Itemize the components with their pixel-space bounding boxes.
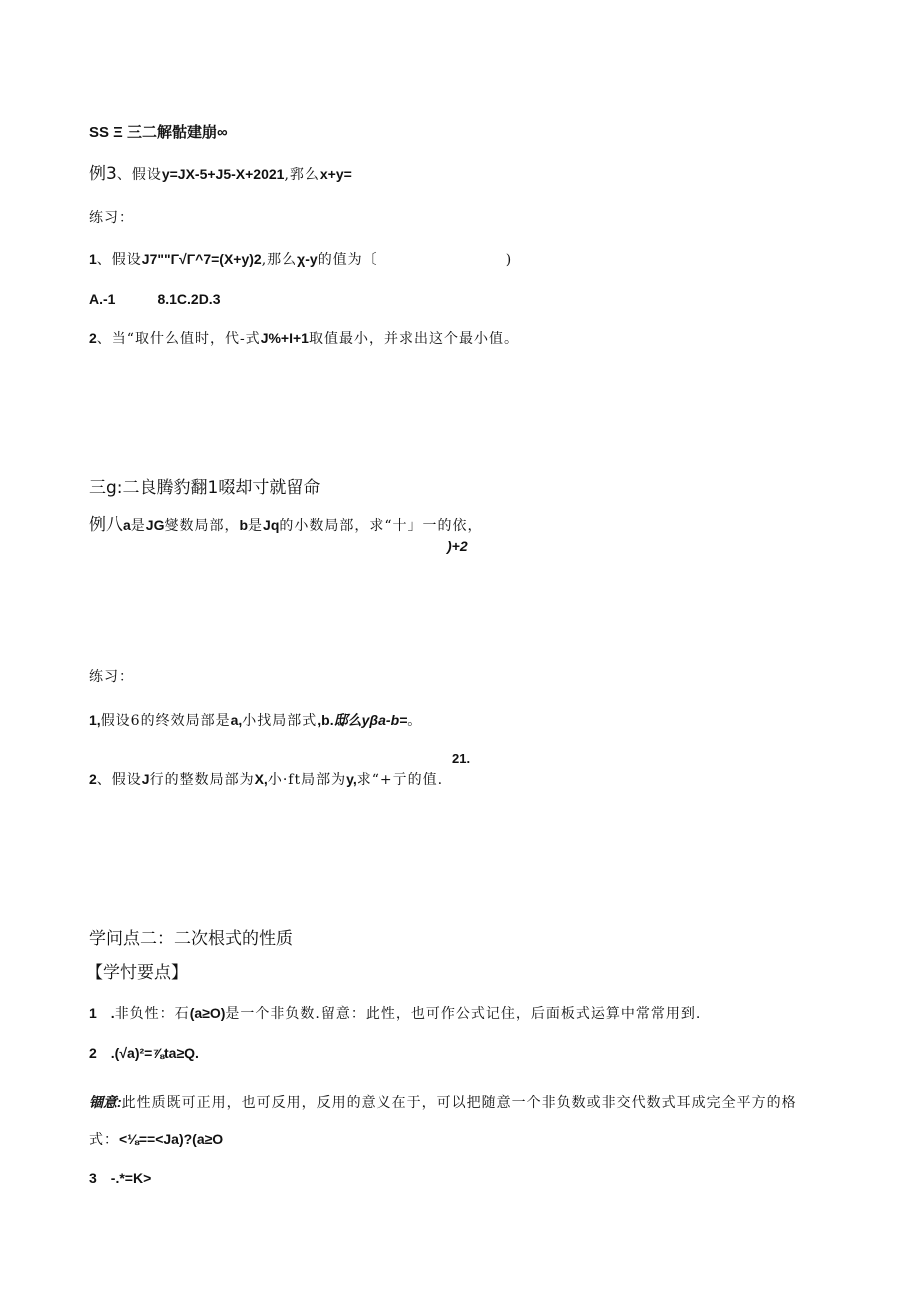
practice-label-2: 练习：: [89, 669, 134, 685]
section-heading-2: 三g:二良腾豹翻1啜却寸就留命: [89, 478, 321, 498]
section-heading-1: SS Ξ 三二解骷建崩∞: [89, 124, 228, 141]
property-1: 1 .非负性：石(a≥O)是一个非负数.留意：此性，也可作公式记住，后面板式运算中常常用到.: [89, 1005, 702, 1022]
example-3-lead: 例3: [89, 164, 117, 184]
practice-2-question-2: 2、假设J行的整数局部为X,小·ft局部为y,求“+亍的值.: [89, 771, 444, 788]
property-2: 2 .(√a)²=⅞ta≥Q.: [89, 1045, 199, 1061]
section-heading-3: 学问点二：二次根式的性质: [89, 929, 293, 949]
formula-line: 式：<⅛==<Ja)?(a≥O: [89, 1131, 224, 1148]
practice-1-question-2: 2、当“取什么值时，代-式J%+I+1取值最小，并求出这个最小值。: [89, 330, 519, 347]
key-points-heading: 【学忖要点】: [86, 963, 188, 983]
practice-2-question-1: 1,假设6的终效局部是a,小找局部式,b.邸么yβa-b=。: [89, 712, 423, 729]
practice-1-options: A.-1 8.1C.2D.3: [89, 291, 221, 307]
example-4-sub: )+2: [447, 538, 468, 554]
practice-label-1: 练习：: [89, 210, 134, 226]
practice-2-superscript: 21.: [452, 751, 471, 766]
example-3: 例3、假设y=JX-5+J5-X+2021,郛么x+y=: [89, 164, 352, 184]
property-3: 3 -.*=K>: [89, 1170, 152, 1186]
note-line: 锢意:此性质既可正用，也可反用，反用的意义在于，可以把随意一个非负数或非交代数式耳成完全平方的格: [89, 1094, 797, 1111]
practice-1-question-1: 1、假设J7""Γ√Γ^7=(X+y)2,那么χ-y的值为〔 ): [89, 251, 513, 268]
example-4: 例八a是JG燮数局部，b是Jq的小数局部，求“十」一的依，: [89, 515, 483, 535]
